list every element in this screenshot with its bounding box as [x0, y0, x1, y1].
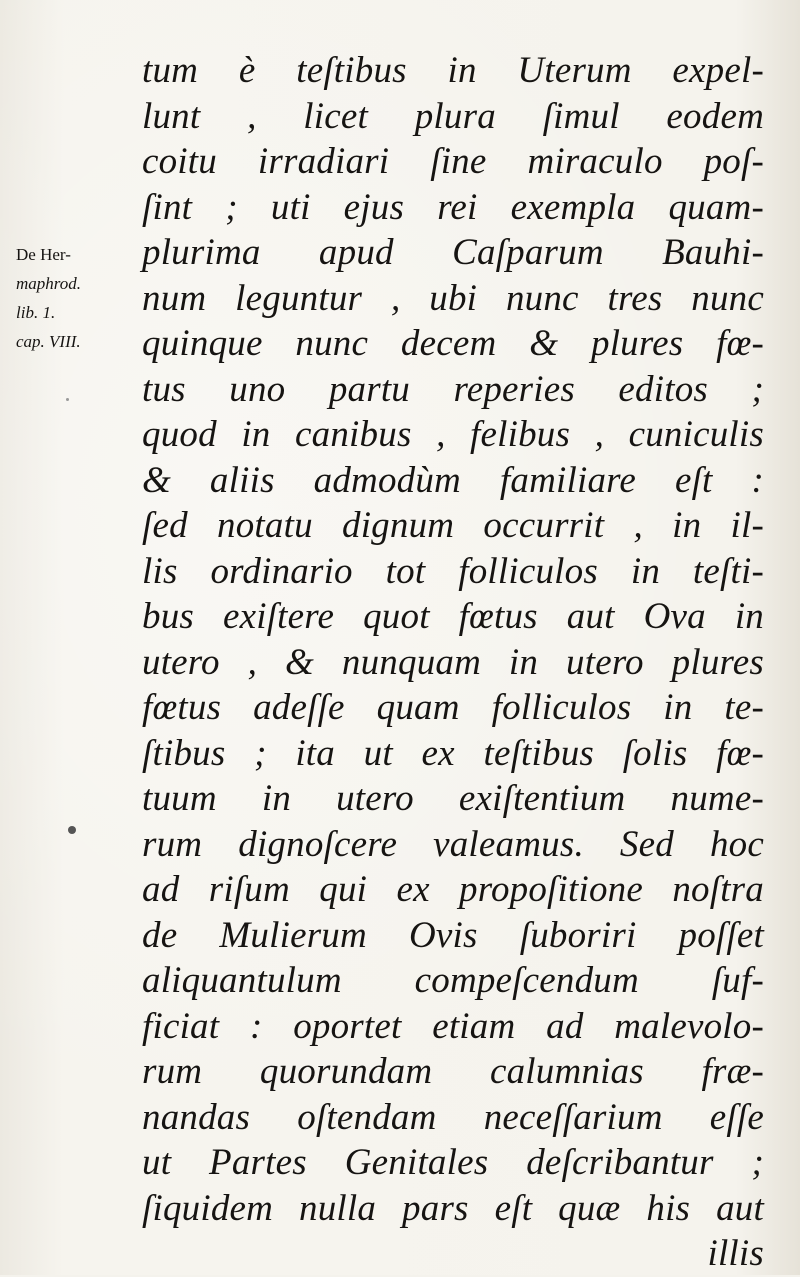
marginal-note-line: maphrod. — [16, 274, 82, 293]
text-line: bus exiſtere quot fœtus aut Ova in — [142, 596, 764, 637]
text-line: de Mulierum Ovis ſuboriri poſſet — [142, 914, 764, 956]
text-line: lis ordinario tot folliculos in teſti- — [142, 550, 764, 592]
text-line: plurima apud Caſparum Bauhi- — [142, 232, 764, 273]
text-line: & aliis admodùm familiare eſt : — [142, 459, 764, 501]
text-line: ficiat : oportet etiam ad malevolo- — [142, 1005, 764, 1047]
text-line: quod in canibus , felibus , cuniculis — [142, 414, 764, 455]
text-line: coitu irradiari ſine miraculo poſ- — [142, 141, 764, 182]
text-line: aliquantulum compeſcendum ſuf- — [142, 960, 764, 1001]
ink-speck — [66, 398, 69, 401]
ink-speck — [68, 826, 76, 834]
text-line: ſtibus ; ita ut ex teſtibus ſolis fœ- — [142, 732, 764, 774]
text-line: rum quorundam calumnias fræ- — [142, 1051, 764, 1092]
text-line: nandas oſtendam neceſſarium eſſe — [142, 1096, 764, 1138]
marginal-note — [16, 240, 138, 356]
text-line: fœtus adeſſe quam folliculos in te- — [142, 687, 764, 728]
text-line: ſiquidem nulla pars eſt quæ his aut — [142, 1187, 764, 1229]
text-line: tus uno partu reperies editos ; — [142, 368, 764, 410]
marginal-note-line: cap. VIII. — [16, 332, 81, 351]
text-line: rum dignoſcere valeamus. Sed hoc — [142, 823, 764, 865]
text-line: ad riſum qui ex propoſitione noſtra — [142, 869, 764, 910]
text-line: ut Partes Genitales deſcribantur ; — [142, 1142, 764, 1183]
text-line: lunt , licet plura ſimul eodem — [142, 95, 764, 137]
text-line: utero , & nunquam in utero plures — [142, 641, 764, 683]
text-line: quinque nunc decem & plures fœ- — [142, 323, 764, 364]
text-line: tuum in utero exiſtentium nume- — [142, 778, 764, 819]
marginal-note-line: De Her- — [16, 245, 71, 264]
text-line: tum è teſtibus in Uterum expel- — [142, 50, 764, 91]
text-line: num leguntur , ubi nunc tres nunc — [142, 277, 764, 319]
main-text-block — [142, 48, 764, 1277]
text-line: ſint ; uti ejus rei exempla quam- — [142, 186, 764, 228]
text-line: illis — [707, 1233, 764, 1274]
text-line: ſed notatu dignum occurrit , in il- — [142, 505, 764, 546]
marginal-note-line: lib. 1. — [16, 303, 56, 322]
